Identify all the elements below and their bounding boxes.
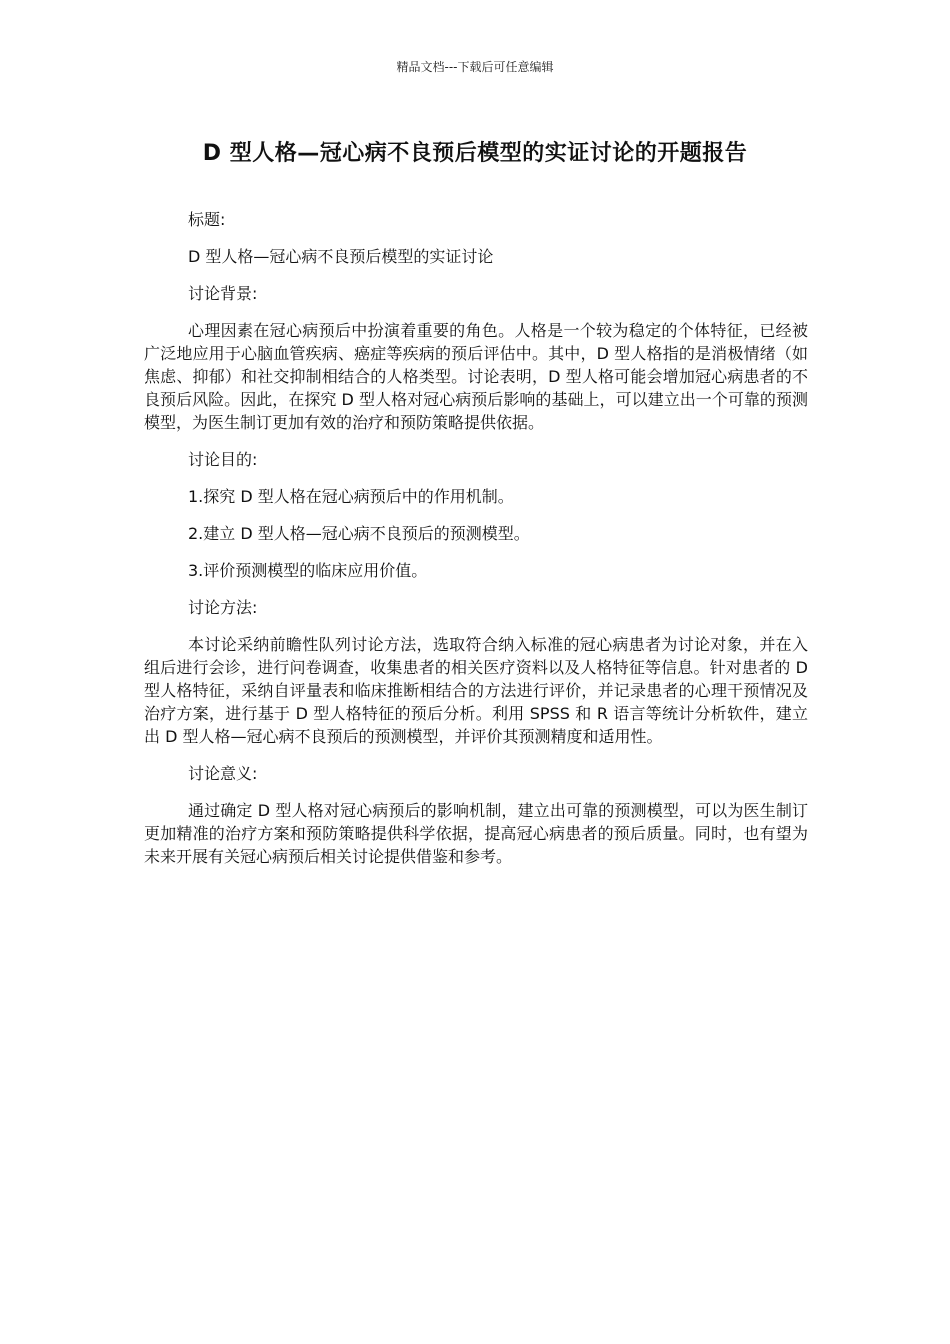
section-label-significance: 讨论意义: xyxy=(188,764,258,783)
section-label-methods: 讨论方法: xyxy=(188,598,258,617)
objective-item-3: 3.评价预测模型的临床应用价值。 xyxy=(188,561,428,580)
header-note: 精品文档---下载后可任意编辑 xyxy=(396,60,554,74)
significance-paragraph: 通过确定 D 型人格对冠心病预后的影响机制，建立出可靠的预测模型，可以为医生制订更加精准的治疗方案和预防策略提供科学依据，提高冠心病患者的预后质量。同时，也有望为未来开展有关冠心病预后相关讨论提供借鉴和参考。 xyxy=(144,801,808,866)
background-paragraph: 心理因素在冠心病预后中扮演着重要的角色。人格是一个较为稳定的个体特征，已经被广泛地应用于心脑血管疾病、癌症等疾病的预后评估中。其中，D 型人格指的是消极情绪（如焦虑、抑郁）和社交抑制相结合的人格类型。讨论表明，D 型人格可能会增加冠心病患者的不良预后风险。因此，在探究 D 型人格对冠心病预后影响的基础上，可以建立出一个可靠的预测模型，为医生制订更加有效的治疗和预防策略提供依据。 xyxy=(144,321,808,432)
objective-item-1: 1.探究 D 型人格在冠心病预后中的作用机制。 xyxy=(188,487,514,506)
document-body xyxy=(144,208,808,882)
section-label-objectives: 讨论目的: xyxy=(188,450,258,469)
document-title: D 型人格—冠心病不良预后模型的实证讨论的开题报告 xyxy=(202,141,748,166)
section-label-background: 讨论背景: xyxy=(188,284,258,303)
objective-item-2: 2.建立 D 型人格—冠心病不良预后的预测模型。 xyxy=(188,524,530,543)
section-label-title: 标题: xyxy=(188,210,226,229)
title-text: D 型人格—冠心病不良预后模型的实证讨论 xyxy=(188,247,494,266)
methods-paragraph: 本讨论采纳前瞻性队列讨论方法，选取符合纳入标准的冠心病患者为讨论对象，并在入组后进行会诊，进行问卷调查，收集患者的相关医疗资料以及人格特征等信息。针对患者的 D 型人格特征，采纳自评量表和临床推断相结合的方法进行评价，并记录患者的心理干预情况及治疗方案，进行基于 D 型人格特征的预后分析。利用 SPSS 和 R 语言等统计分析软件，建立出 D 型人格—冠心病不良预后的预测模型，并评价其预测精度和适用性。 xyxy=(144,635,808,746)
